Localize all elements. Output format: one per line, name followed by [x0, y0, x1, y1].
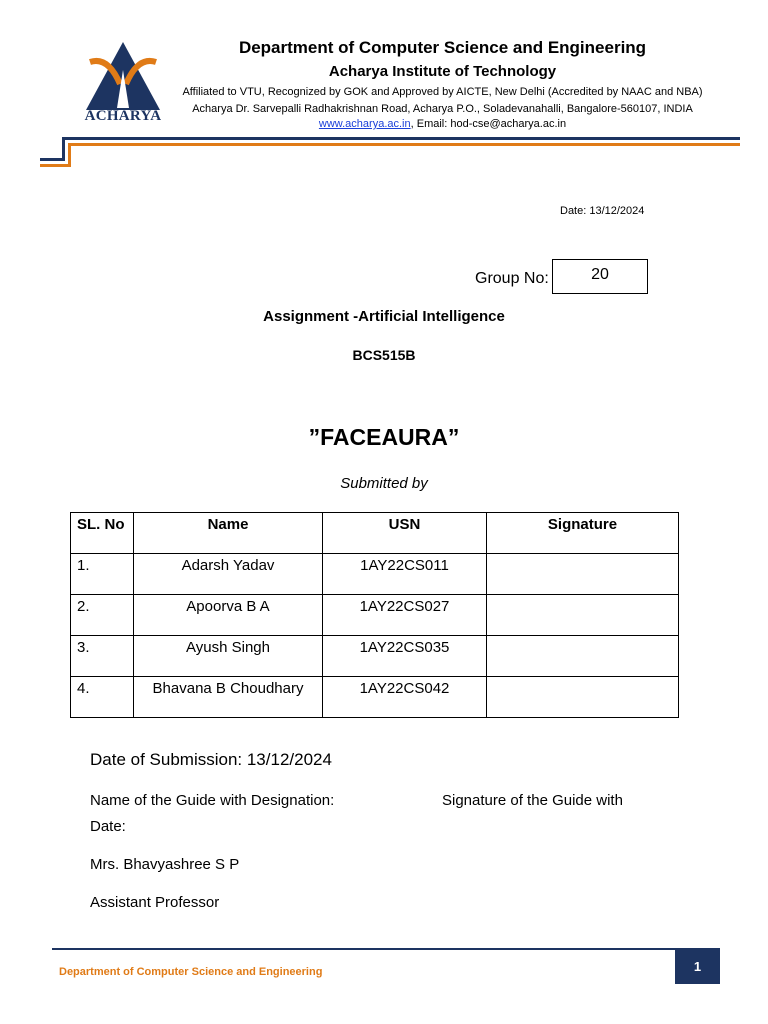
name-cell: Bhavana B Choudhary: [134, 677, 323, 718]
header-signature: Signature: [487, 513, 679, 554]
guide-signature-label: Signature of the Guide with: [442, 792, 623, 809]
department-title: Department of Computer Science and Engineering: [238, 38, 647, 57]
name-cell: Apoorva B A: [134, 595, 323, 636]
header-name: Name: [134, 513, 323, 554]
table-row: [71, 554, 679, 595]
usn-cell: 1AY22CS027: [323, 595, 487, 636]
table-row: [71, 636, 679, 677]
signature-cell: [487, 554, 679, 595]
sl-no-cell: 2.: [71, 595, 134, 636]
name-cell: Ayush Singh: [134, 636, 323, 677]
group-number-label: Group No:: [475, 270, 549, 287]
footer-department: Department of Computer Science and Engineering: [59, 966, 323, 978]
submitted-by-label: Submitted by: [340, 475, 428, 492]
email-text: , Email: hod-cse@acharya.ac.in: [410, 118, 567, 130]
course-code: BCS515B: [352, 347, 416, 363]
guide-designation: Assistant Professor: [90, 894, 220, 911]
sl-no-cell: 4.: [71, 677, 134, 718]
name-cell: Adarsh Yadav: [134, 554, 323, 595]
signature-cell: [487, 677, 679, 718]
contact-line: [170, 118, 715, 130]
table-row: [71, 677, 679, 718]
document-date: Date: 13/12/2024: [560, 205, 645, 217]
guide-name: Mrs. Bhavyashree S P: [90, 856, 240, 873]
signature-cell: [487, 595, 679, 636]
table-header-row: [71, 513, 679, 554]
header-rule-navy: [62, 137, 740, 140]
date-of-submission: Date of Submission: 13/12/2024: [90, 750, 332, 769]
sl-no-cell: 3.: [71, 636, 134, 677]
institute-name: Acharya Institute of Technology: [328, 63, 557, 80]
header-corner-navy-h: [40, 158, 65, 161]
header-rule-orange: [70, 143, 740, 146]
table-row: [71, 595, 679, 636]
affiliation-text: Affiliated to VTU, Recognized by GOK and Approved by AICTE, New Delhi (Accredited by NAAC and NBA): [182, 86, 703, 98]
header-usn: USN: [323, 513, 487, 554]
team-table: [70, 512, 679, 718]
guide-designation-label: Name of the Guide with Designation:: [90, 792, 335, 809]
assignment-title: Assignment -Artificial Intelligence: [263, 308, 505, 325]
signature-cell: [487, 636, 679, 677]
address-text: Acharya Dr. Sarvepalli Radhakrishnan Road, Acharya P.O., Soladevanahalli, Bangalore-560107, INDIA: [192, 103, 693, 115]
group-number-box: 20: [552, 259, 648, 294]
logo-wordmark: ACHARYA: [84, 108, 162, 124]
footer-rule: [52, 948, 720, 950]
usn-cell: 1AY22CS011: [323, 554, 487, 595]
usn-cell: 1AY22CS035: [323, 636, 487, 677]
header-corner-orange-h: [40, 164, 71, 167]
sl-no-cell: 1.: [71, 554, 134, 595]
website-link[interactable]: www.acharya.ac.in: [318, 118, 411, 130]
page-number: 1: [675, 950, 720, 984]
usn-cell: 1AY22CS042: [323, 677, 487, 718]
signature-date-label: Date:: [90, 818, 126, 835]
header-sl-no: SL. No: [71, 513, 134, 554]
project-title: ”FACEAURA”: [308, 424, 460, 450]
